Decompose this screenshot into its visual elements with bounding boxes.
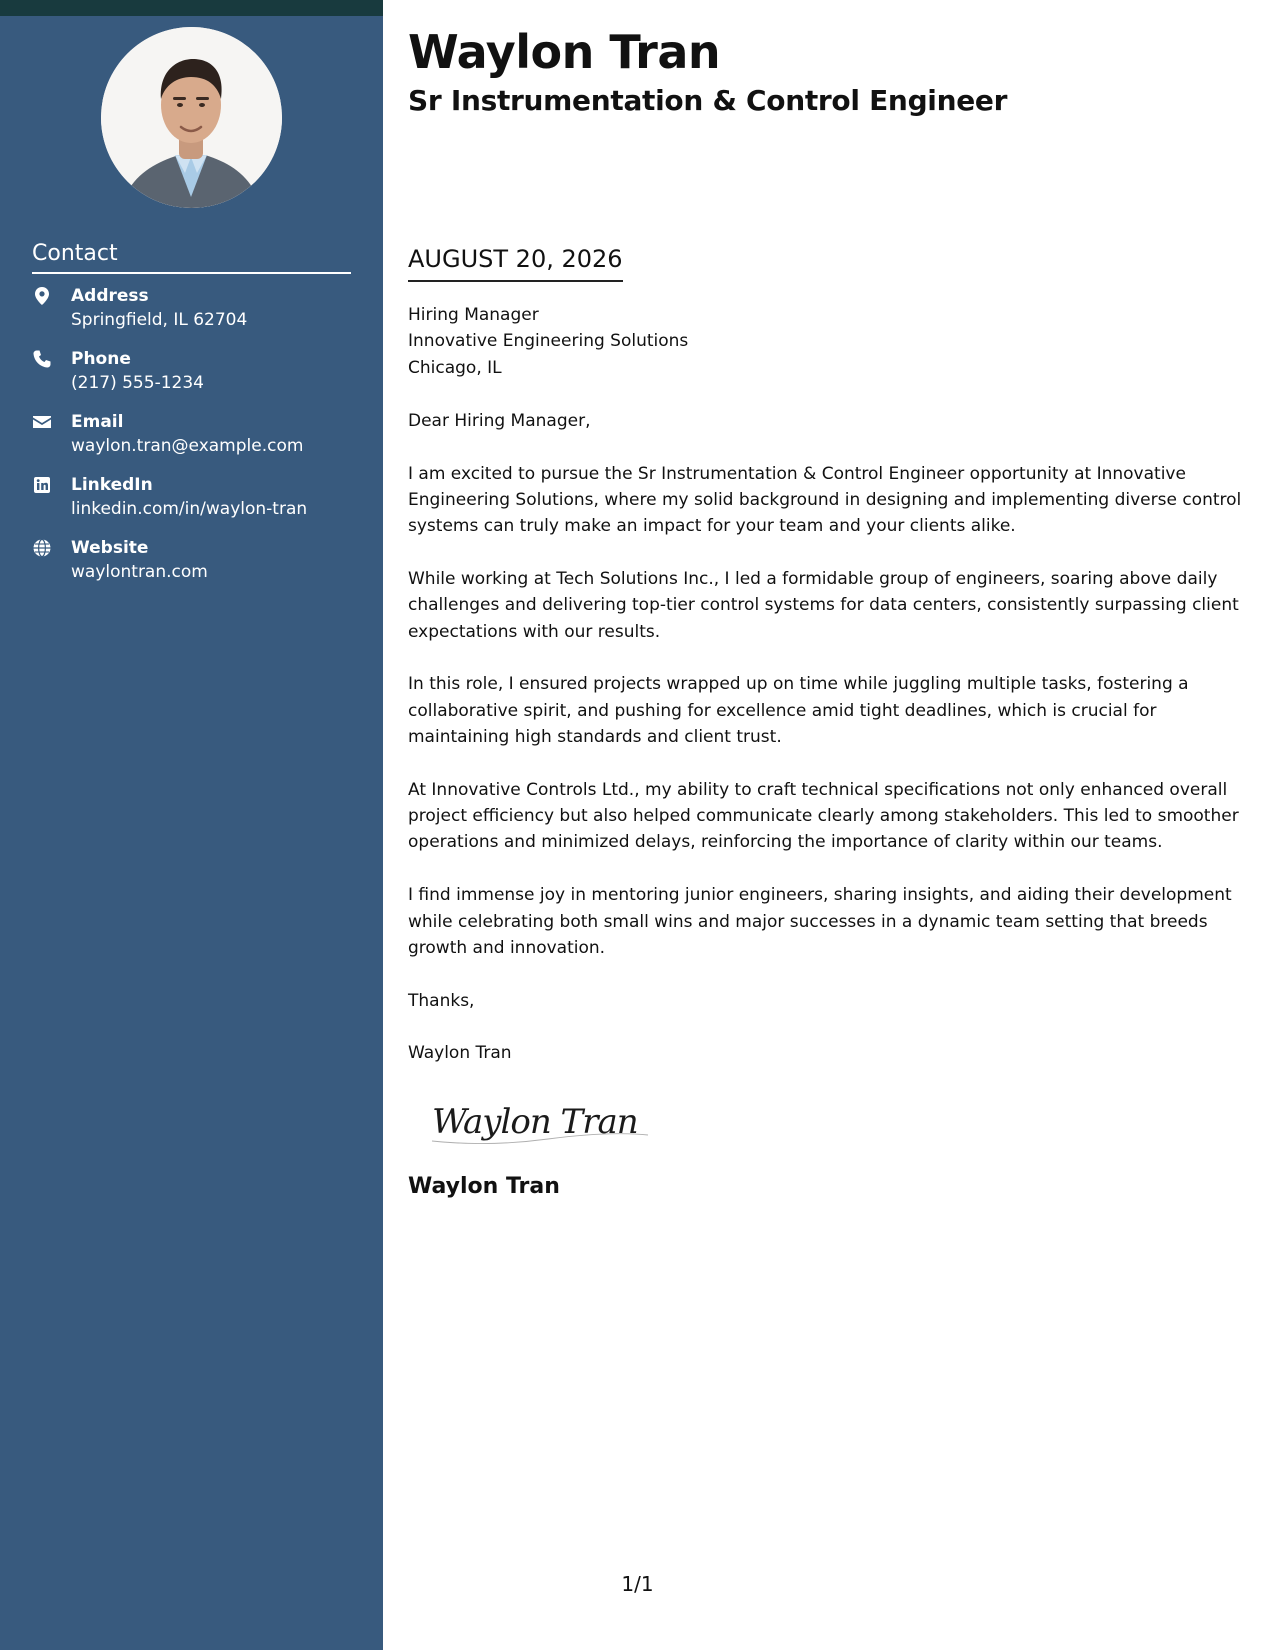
handwritten-signature bbox=[428, 1089, 658, 1153]
letter-paragraph: At Innovative Controls Ltd., my ability to craft technical specifications not only enhanced overall project efficiency but also helped communicate clearly among stakeholders. This led to smoother operations and minimized delays, reinforcing the importance of clarity within our teams. bbox=[408, 779, 1239, 853]
contact-value: (217) 555-1234 bbox=[71, 373, 204, 393]
contact-label: Address bbox=[71, 286, 149, 306]
globe-icon bbox=[32, 538, 54, 560]
recipient-line: Hiring Manager bbox=[408, 305, 539, 325]
letter-paragraph: In this role, I ensured projects wrapped up on time while juggling multiple tasks, fostering a collaborative spirit, and pushing for excellence amid tight deadlines, which is crucial for maintaining high standards and client trust. bbox=[408, 674, 1189, 748]
linkedin-icon bbox=[32, 475, 54, 497]
contact-value: Springfield, IL 62704 bbox=[71, 310, 248, 330]
contact-email bbox=[32, 410, 362, 473]
sidebar-top-bar bbox=[0, 0, 383, 16]
footer-name: Waylon Tran bbox=[408, 1173, 560, 1199]
closing: Thanks, bbox=[408, 990, 475, 1011]
letter-paragraph: While working at Tech Solutions Inc., I led a formidable group of engineers, soaring above daily challenges and delivering top-tier control systems for data centers, consistently surpassing client expectations with our results. bbox=[408, 569, 1239, 642]
phone-icon bbox=[32, 349, 54, 371]
contact-value[interactable]: waylontran.com bbox=[71, 562, 208, 582]
contact-label: Phone bbox=[71, 349, 131, 369]
applicant-name: Waylon Tran bbox=[408, 25, 721, 79]
page-number: 1/1 bbox=[621, 1572, 654, 1596]
recipient-line: Chicago, IL bbox=[408, 357, 502, 378]
contact-linkedin bbox=[32, 473, 362, 536]
contact-label: Email bbox=[71, 412, 124, 432]
map-pin-icon bbox=[32, 286, 54, 308]
letter-paragraph: I am excited to pursue the Sr Instrumentation & Control Engineer opportunity at Innovative Engineering Solutions, where my solid background in designing and implementing diverse control systems can truly make an impact for your team and your clients alike. bbox=[408, 463, 1242, 537]
letter-date: AUGUST 20, 2026 bbox=[408, 244, 623, 282]
letter-paragraph: I find immense joy in mentoring junior engineers, sharing insights, and aiding their development while celebrating both small wins and major successes in a dynamic team setting that breeds growth and innovation. bbox=[408, 885, 1232, 958]
job-title: Sr Instrumentation & Control Engineer bbox=[408, 84, 1008, 117]
contact-heading: Contact bbox=[32, 240, 351, 274]
letter-body bbox=[408, 302, 1253, 1201]
avatar bbox=[101, 27, 282, 208]
contact-label: Website bbox=[71, 538, 149, 558]
letter-main bbox=[408, 0, 1253, 1650]
contact-list bbox=[32, 284, 362, 599]
contact-address bbox=[32, 284, 362, 347]
sidebar bbox=[0, 0, 383, 1650]
signer-name: Waylon Tran bbox=[408, 1043, 512, 1064]
contact-phone bbox=[32, 347, 362, 410]
recipient-block bbox=[408, 302, 1253, 381]
recipient-line: Innovative Engineering Solutions bbox=[408, 331, 689, 352]
contact-website bbox=[32, 536, 362, 599]
envelope-icon bbox=[32, 412, 54, 434]
salutation: Dear Hiring Manager, bbox=[408, 410, 591, 431]
contact-value[interactable]: linkedin.com/in/waylon-tran bbox=[71, 499, 308, 519]
contact-label: LinkedIn bbox=[71, 475, 153, 495]
contact-value[interactable]: waylon.tran@example.com bbox=[71, 436, 304, 456]
svg-text:Waylon Tran: Waylon Tran bbox=[432, 1101, 638, 1142]
